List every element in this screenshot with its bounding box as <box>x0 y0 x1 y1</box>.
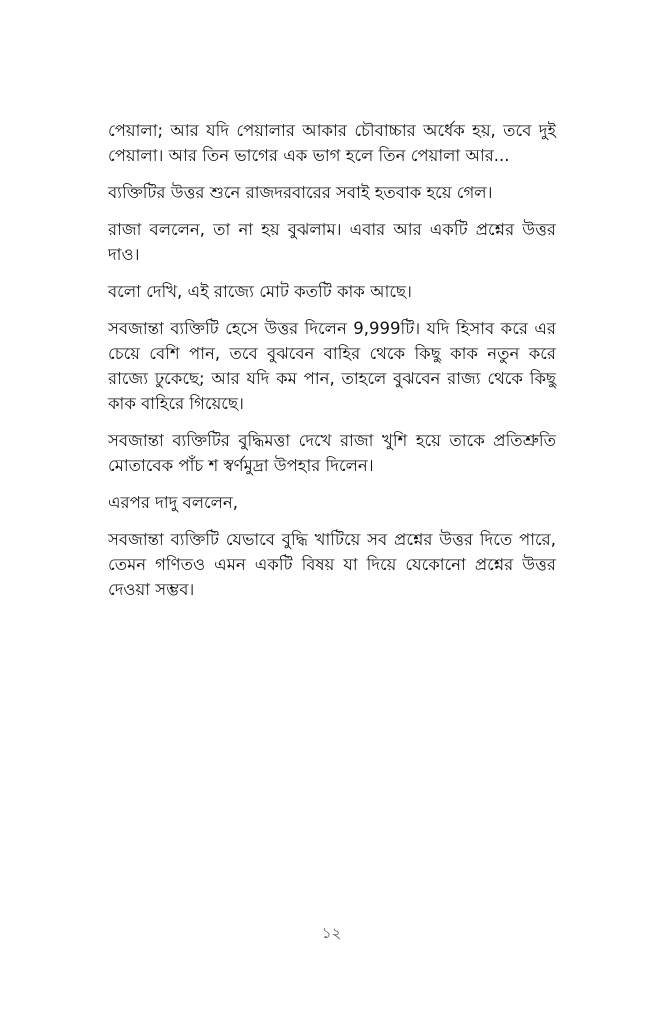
paragraph: পেয়ালা; আর যদি পেয়ালার আকার চৌবাচ্চার অর্ধেক হয়, তবে দুই পেয়ালা। আর তিন ভাগের এক ভাগ হলে তিন পেয়ালা আর... <box>108 121 556 165</box>
paragraph: বলো দেখি, এই রাজ্যে মোট কতটি কাক আছে। <box>108 282 412 301</box>
page-body <box>108 118 556 614</box>
paragraph: ব্যক্তিটির উত্তর শুনে রাজদরবারের সবাই হতবাক হয়ে গেল। <box>108 183 493 202</box>
paragraph: এরপর দাদু বললেন, <box>108 493 239 512</box>
paragraph: সবজান্তা ব্যক্তিটি হেসে উত্তর দিলেন 9,999টি। যদি হিসাব করে এর চেয়ে বেশি পান, তবে বুঝবেন বাহির থেকে কিছু কাক নতুন করে রাজ্যে ঢুকেছে; আর যদি কম পান, তাহলে বুঝবেন রাজ্য থেকে কিছু কাক বাহিরে গিয়েছে। <box>108 319 556 413</box>
page-number: ১২ <box>321 924 342 942</box>
paragraph: সবজান্তা ব্যক্তিটির বুদ্ধিমত্তা দেখে রাজা খুশি হয়ে তাকে প্রতিশ্রুতি মোতাবেক পাঁচ শ স্বর্ণমুদ্রা উপহার দিলেন। <box>108 431 556 475</box>
paragraph: সবজান্তা ব্যক্তিটি যেভাবে বুদ্ধি খাটিয়ে সব প্রশ্নের উত্তর দিতে পারে, তেমন গণিতও এমন একটি বিষয় যা দিয়ে যেকোনো প্রশ্নের উত্তর দেওয়া সম্ভব। <box>108 530 556 599</box>
paragraph: রাজা বললেন, তা না হয় বুঝলাম। এবার আর একটি প্রশ্নের উত্তর দাও। <box>108 220 556 264</box>
